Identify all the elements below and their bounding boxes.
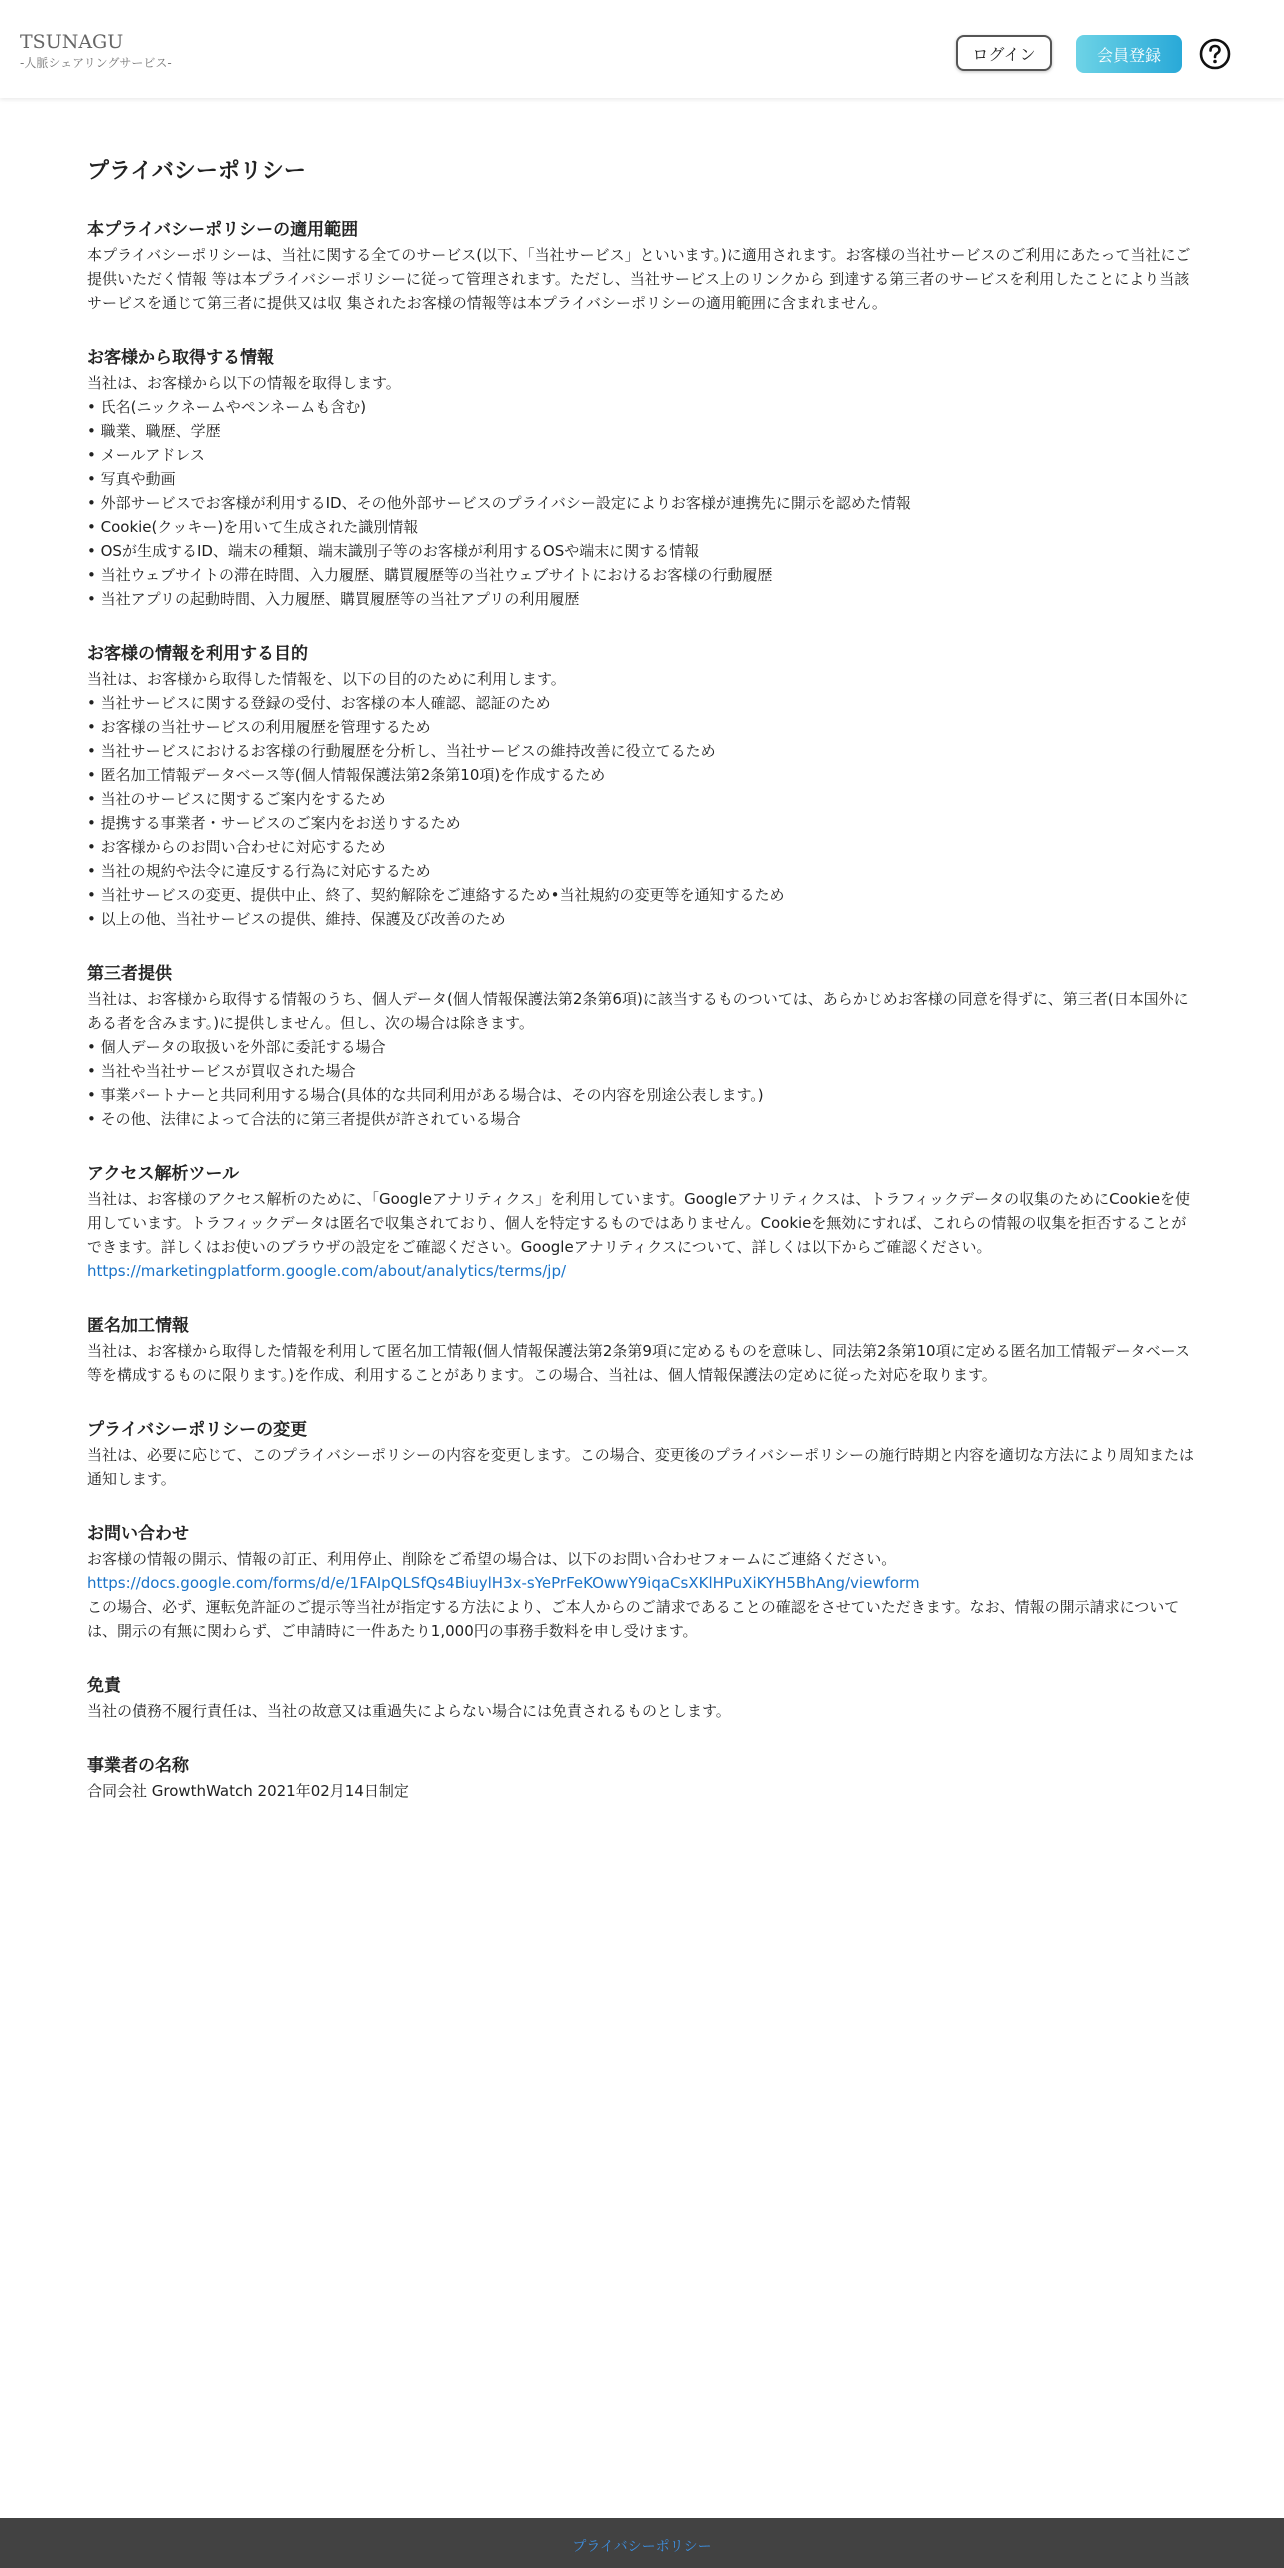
section-heading: お問い合わせ xyxy=(87,1524,189,1544)
list-item: • Cookie(クッキー)を用いて生成された識別情報 xyxy=(87,515,1197,539)
list-item: • 当社や当社サービスが買収された場合 xyxy=(87,1059,1197,1083)
section-heading: 免責 xyxy=(87,1676,121,1696)
list-item: • 当社サービスにおけるお客様の行動履歴を分析し、当社サービスの維持改善に役立てるため xyxy=(87,739,1197,763)
section-disclaimer xyxy=(87,1675,1197,1723)
section-intro: 当社は、お客様から以下の情報を取得します。 xyxy=(87,374,401,392)
list-item: • 以上の他、当社サービスの提供、維持、保護及び改善のため xyxy=(87,907,1197,931)
list-item: • 個人データの取扱いを外部に委託する場合 xyxy=(87,1035,1197,1059)
section-body: 当社は、お客様のアクセス解析のために、「Googleアナリティクス」を利用しています。Googleアナリティクスは、トラフィックデータの収集のためにCookieを使用しています。トラフィックデータは匿名で収集されており、個人を特定するものではありません。Cookieを無効にすれば、これらの情報の収集を拒否することができます。詳しくはお使いのブラウザの設定をご確認ください。Googleアナリティクスについて、詳しくは以下からご確認ください。 xyxy=(87,1190,1191,1256)
analytics-terms-link[interactable]: https://marketingplatform.google.com/about/analytics/terms/jp/ xyxy=(87,1262,567,1280)
section-contact xyxy=(87,1523,1197,1643)
site-header xyxy=(0,0,1284,98)
section-heading: 事業者の名称 xyxy=(87,1756,189,1776)
page-title: プライバシーポリシー xyxy=(87,159,306,184)
purpose-list xyxy=(87,691,1197,931)
section-heading: アクセス解析ツール xyxy=(87,1164,240,1184)
list-item: • 当社サービスに関する登録の受付、お客様の本人確認、認証のため xyxy=(87,691,1197,715)
section-intro: 当社は、お客様から取得した情報を、以下の目的のために利用します。 xyxy=(87,670,566,688)
list-item: • 当社の規約や法令に違反する行為に対応するため xyxy=(87,859,1197,883)
list-item: • お客様からのお問い合わせに対応するため xyxy=(87,835,1197,859)
section-anonymized-info xyxy=(87,1315,1197,1387)
section-body: 本プライバシーポリシーは、当社に関する全てのサービス(以下、「当社サービス」といいます。)に適用されます。お客様の当社サービスのご利用にあたって当社にご提供いただく情報 等は本プライバシーポリシーに従って管理されます。ただし、当社サービス上のリンクから 到達する第三者のサービスを利用したことにより当該サービスを通じて第三者に提供又は収 集されたお客様の情報等は本プライバシーポリシーの適用範囲に含まれません。 xyxy=(87,246,1191,312)
section-third-party xyxy=(87,963,1197,1131)
section-body: 当社の債務不履行責任は、当社の故意又は重過失によらない場合には免責されるものとします。 xyxy=(87,1702,731,1720)
section-heading: お客様から取得する情報 xyxy=(87,348,274,368)
list-item: • その他、法律によって合法的に第三者提供が許されている場合 xyxy=(87,1107,1197,1131)
section-operator-name xyxy=(87,1755,1197,1803)
list-item: • 当社ウェブサイトの滞在時間、入力履歴、購買履歴等の当社ウェブサイトにおけるお客様の行動履歴 xyxy=(87,563,1197,587)
list-item: • 職業、職歴、学歴 xyxy=(87,419,1197,443)
list-item: • 当社のサービスに関するご案内をするため xyxy=(87,787,1197,811)
list-item: • 当社アプリの起動時間、入力履歴、購買履歴等の当社アプリの利用履歴 xyxy=(87,587,1197,611)
section-body: 当社は、必要に応じて、このプライバシーポリシーの内容を変更します。この場合、変更後のプライバシーポリシーの施行時期と内容を適切な方法により周知または通知します。 xyxy=(87,1446,1195,1488)
brand-tagline: -人脈シェアリングサービス- xyxy=(20,56,172,70)
section-collected-info xyxy=(87,347,1197,611)
question-circle-icon[interactable] xyxy=(1199,38,1231,70)
section-body: 合同会社 GrowthWatch 2021年02月14日制定 xyxy=(87,1782,409,1800)
list-item: • 氏名(ニックネームやペンネームも含む) xyxy=(87,395,1197,419)
footer-privacy-link[interactable]: プライバシーポリシー xyxy=(572,2539,712,2555)
section-heading: 本プライバシーポリシーの適用範囲 xyxy=(87,220,359,240)
list-item: • 外部サービスでお客様が利用するID、その他外部サービスのプライバシー設定によりお客様が連携先に開示を認めた情報 xyxy=(87,491,1197,515)
login-button[interactable]: ログイン xyxy=(956,35,1052,71)
list-item: • メールアドレス xyxy=(87,443,1197,467)
third-party-list xyxy=(87,1035,1197,1131)
list-item: • 匿名加工情報データベース等(個人情報保護法第2条第10項)を作成するため xyxy=(87,763,1197,787)
site-footer xyxy=(0,2518,1284,2568)
list-item: • 事業パートナーと共同利用する場合(具体的な共同利用がある場合は、その内容を別途公表します。) xyxy=(87,1083,1197,1107)
section-intro: 当社は、お客様から取得する情報のうち、個人データ(個人情報保護法第2条第6項)に該当するものついては、あらかじめお客様の同意を得ずに、第三者(日本国外にある者を含みます。)に提供しません。但し、次の場合は除きます。 xyxy=(87,990,1189,1032)
contact-form-link[interactable]: https://docs.google.com/forms/d/e/1FAIpQLSfQs4BiuylH3x-sYePrFeKOwwY9iqaCsXKlHPuXiKYH5BhAng/viewform xyxy=(87,1574,920,1592)
list-item: • お客様の当社サービスの利用履歴を管理するため xyxy=(87,715,1197,739)
list-item: • 提携する事業者・サービスのご案内をお送りするため xyxy=(87,811,1197,835)
brand-name: TSUNAGU xyxy=(20,31,124,53)
register-button[interactable]: 会員登録 xyxy=(1076,35,1182,73)
section-body: 当社は、お客様から取得した情報を利用して匿名加工情報(個人情報保護法第2条第9項に定めるものを意味し、同法第2条第10項に定める匿名加工情報データベース等を構成するものに限ります。)を作成、利用することがあります。この場合、当社は、個人情報保護法の定めに従った対応を取ります。 xyxy=(87,1342,1190,1384)
section-scope xyxy=(87,219,1197,315)
section-body: お客様の情報の開示、情報の訂正、利用停止、削除をご希望の場合は、以下のお問い合わせフォームにご連絡ください。 xyxy=(87,1550,897,1568)
section-policy-change xyxy=(87,1419,1197,1491)
brand-logo[interactable] xyxy=(20,30,172,72)
section-purpose xyxy=(87,643,1197,931)
collected-info-list xyxy=(87,395,1197,611)
section-heading: お客様の情報を利用する目的 xyxy=(87,644,308,664)
section-heading: プライバシーポリシーの変更 xyxy=(87,1420,308,1440)
section-heading: 匿名加工情報 xyxy=(87,1316,189,1336)
policy-content xyxy=(87,150,1197,1835)
section-heading: 第三者提供 xyxy=(87,964,172,984)
section-analytics xyxy=(87,1163,1197,1283)
section-body-note: この場合、必ず、運転免許証のご提示等当社が指定する方法により、ご本人からのご請求であることの確認をさせていただきます。なお、情報の開示請求については、開示の有無に関わらず、ご申請時に一件あたり1,000円の事務手数料を申し受けます。 xyxy=(87,1598,1180,1640)
list-item: • 当社サービスの変更、提供中止、終了、契約解除をご連絡するため•当社規約の変更等を通知するため xyxy=(87,883,1197,907)
list-item: • OSが生成するID、端末の種類、端末識別子等のお客様が利用するOSや端末に関する情報 xyxy=(87,539,1197,563)
list-item: • 写真や動画 xyxy=(87,467,1197,491)
